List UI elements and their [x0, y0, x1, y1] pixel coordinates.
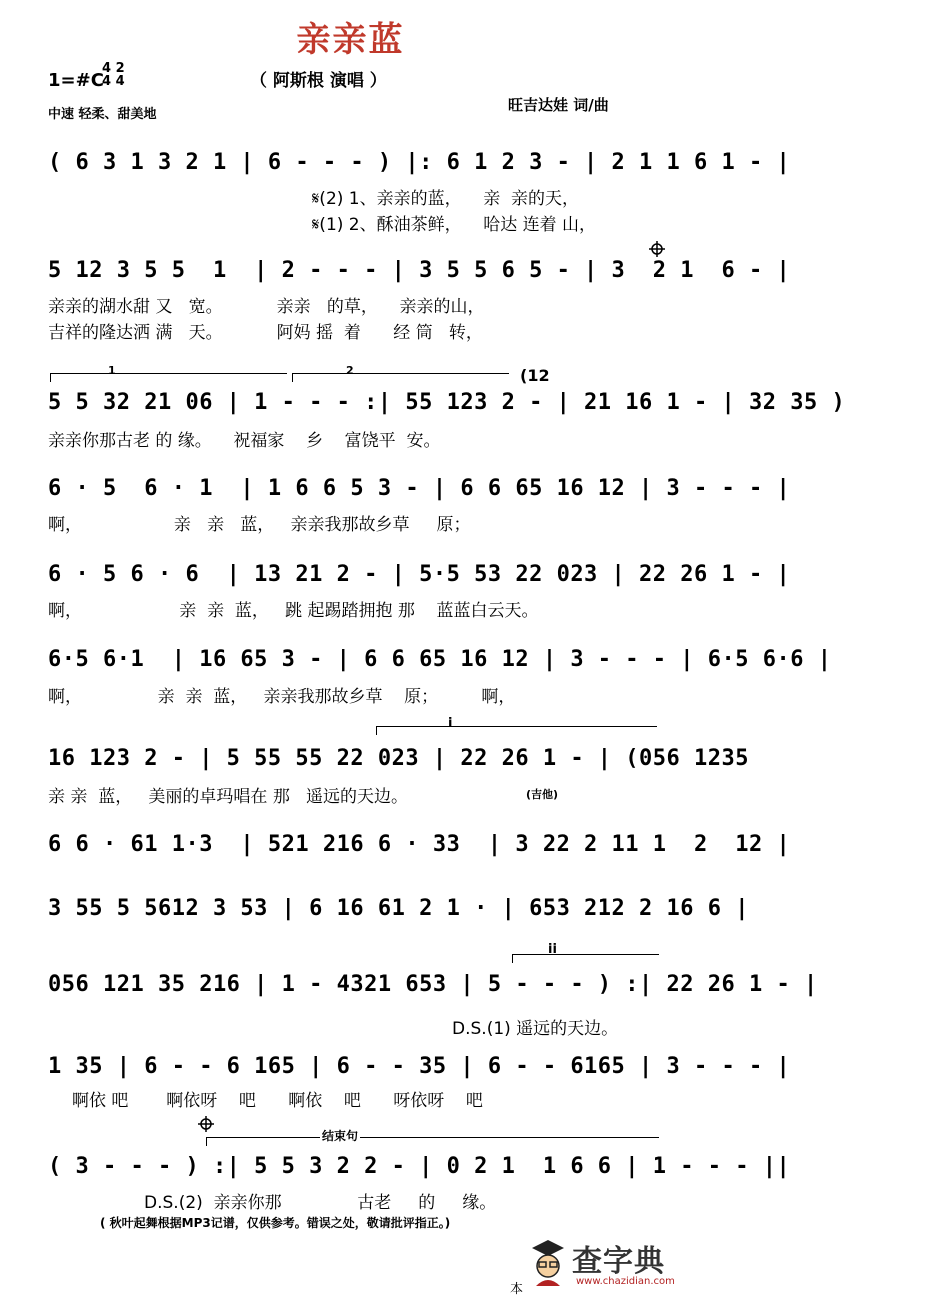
- lyric-line-7: 亲 亲 蓝， 美丽的卓玛唱在 那 遥远的天边。: [48, 787, 409, 807]
- ending-bracket: [206, 1137, 659, 1146]
- staff-line-3: 5 5 32 21 06 | 1 - - - :| 55 123 2 - | 21 16 1 - | 32 35 ): [48, 390, 846, 415]
- footer-note: ( 秋叶起舞根据MP3记谱，仅供参考。错误之处，敬请批评指正。): [100, 1216, 451, 1230]
- lyric-line-3: 亲亲你那古老 的 缘。 祝福家 乡 富饶平 安。: [48, 431, 441, 451]
- staff-line-10: 056 121 35 216 | 1 - 4321 653 | 5 - - - ) :| 22 26 1 - |: [48, 972, 818, 997]
- staff-line-5: 6 · 5 6 · 6 | 13 21 2 - | 5·5 53 22 023 | 22 26 1 - |: [48, 562, 791, 587]
- logo-url[interactable]: www.chazidian.com: [576, 1276, 675, 1287]
- scholar-avatar-icon: [528, 1238, 568, 1288]
- guitar-label: (吉他): [526, 788, 559, 801]
- volta-2-label: 2: [346, 364, 354, 377]
- lyric-line-10: D.S.(1) 遥远的天边。: [452, 1019, 619, 1039]
- lyric-line-11: 啊依 吧 啊依呀 吧 啊依 吧 呀依呀 吧: [72, 1091, 483, 1111]
- site-logo[interactable]: [528, 1236, 688, 1292]
- staff-line-11: 1 35 | 6 - - 6 165 | 6 - - 35 | 6 - - 6165 | 3 - - - |: [48, 1054, 791, 1079]
- staff-line-1: ( 6 3 1 3 2 1 | 6 - - - ) |: 6 1 2 3 - | 2 1 1 6 1 - |: [48, 150, 791, 175]
- lyric-line-5: 啊， 亲 亲 蓝， 跳 起踢踏拥抱 那 蓝蓝白云天。: [48, 601, 539, 621]
- time-signature-bottom: 4 4: [102, 74, 125, 89]
- staff-line-8: 6 6 · 61 1·3 | 521 216 6 · 33 | 3 22 2 11 1 2 12 |: [48, 832, 791, 857]
- time-signature-top: 4 2: [102, 61, 125, 76]
- triplet-mark: (12: [520, 366, 550, 385]
- volta-1-bracket: [50, 373, 287, 382]
- lyric-line-12: D.S.(2) 亲亲你那 古老 的 缘。: [144, 1193, 497, 1213]
- volta-ii-bracket: [512, 954, 659, 963]
- bottom-character: 本: [510, 1282, 524, 1297]
- staff-line-6: 6·5 6·1 | 16 65 3 - | 6 6 65 16 12 | 3 - - - | 6·5 6·6 |: [48, 647, 832, 672]
- staff-line-7: 16 123 2 - | 5 55 55 22 023 | 22 26 1 - | (056 1235: [48, 746, 750, 771]
- volta-ii-label: ii: [548, 942, 557, 957]
- staff-line-12: ( 3 - - - ) :| 5 5 3 2 2 - | 0 2 1 1 6 6 | 1 - - - ||: [48, 1154, 791, 1179]
- lyric-line-4: 啊， 亲 亲 蓝， 亲亲我那故乡草 原；: [48, 515, 471, 535]
- staff-line-9: 3 55 5 5612 3 53 | 6 16 61 2 1 · | 653 212 2 16 6 |: [48, 896, 750, 921]
- logo-text: 查字典: [572, 1244, 665, 1279]
- lyric-line-1-verse-1: 𝄋(2) 1、亲亲的蓝， 亲 亲的天，: [312, 189, 580, 209]
- staff-line-4: 6 · 5 6 · 1 | 1 6 6 5 3 - | 6 6 65 16 12 | 3 - - - |: [48, 476, 791, 501]
- time-signature: [102, 62, 125, 88]
- tempo-marking: 中速 轻柔、甜美地: [48, 107, 157, 122]
- song-title: 亲亲蓝: [296, 20, 405, 60]
- lyric-line-2-verse-2: 吉祥的隆达洒 满 天。 阿妈 摇 着 经 筒 转，: [48, 323, 483, 343]
- lyric-line-1-verse-2: 𝄋(1) 2、酥油茶鲜， 哈达 连着 山，: [312, 215, 597, 235]
- volta-2-bracket: [292, 373, 509, 382]
- singer-subtitle: （ 阿斯根 演唱 ）: [250, 71, 387, 91]
- volta-1-label: 1: [108, 364, 116, 377]
- coda-sign-icon: [198, 1116, 214, 1132]
- key-signature: 1=#C: [48, 70, 104, 91]
- lyric-line-6: 啊， 亲 亲 蓝， 亲亲我那故乡草 原； 啊，: [48, 687, 516, 707]
- lyric-line-2-verse-1: 亲亲的湖水甜 又 宽。 亲亲 的草， 亲亲的山，: [48, 297, 485, 317]
- credits: 旺吉达娃 词/曲: [508, 96, 609, 114]
- volta-i-bracket: [376, 726, 657, 735]
- volta-i-label: i: [448, 716, 453, 731]
- ending-label: 结束句: [322, 1129, 359, 1143]
- staff-line-2: 5 12 3 5 5 1 | 2 - - - | 3 5 5 6 5 - | 3 2 1 6 - |: [48, 258, 791, 283]
